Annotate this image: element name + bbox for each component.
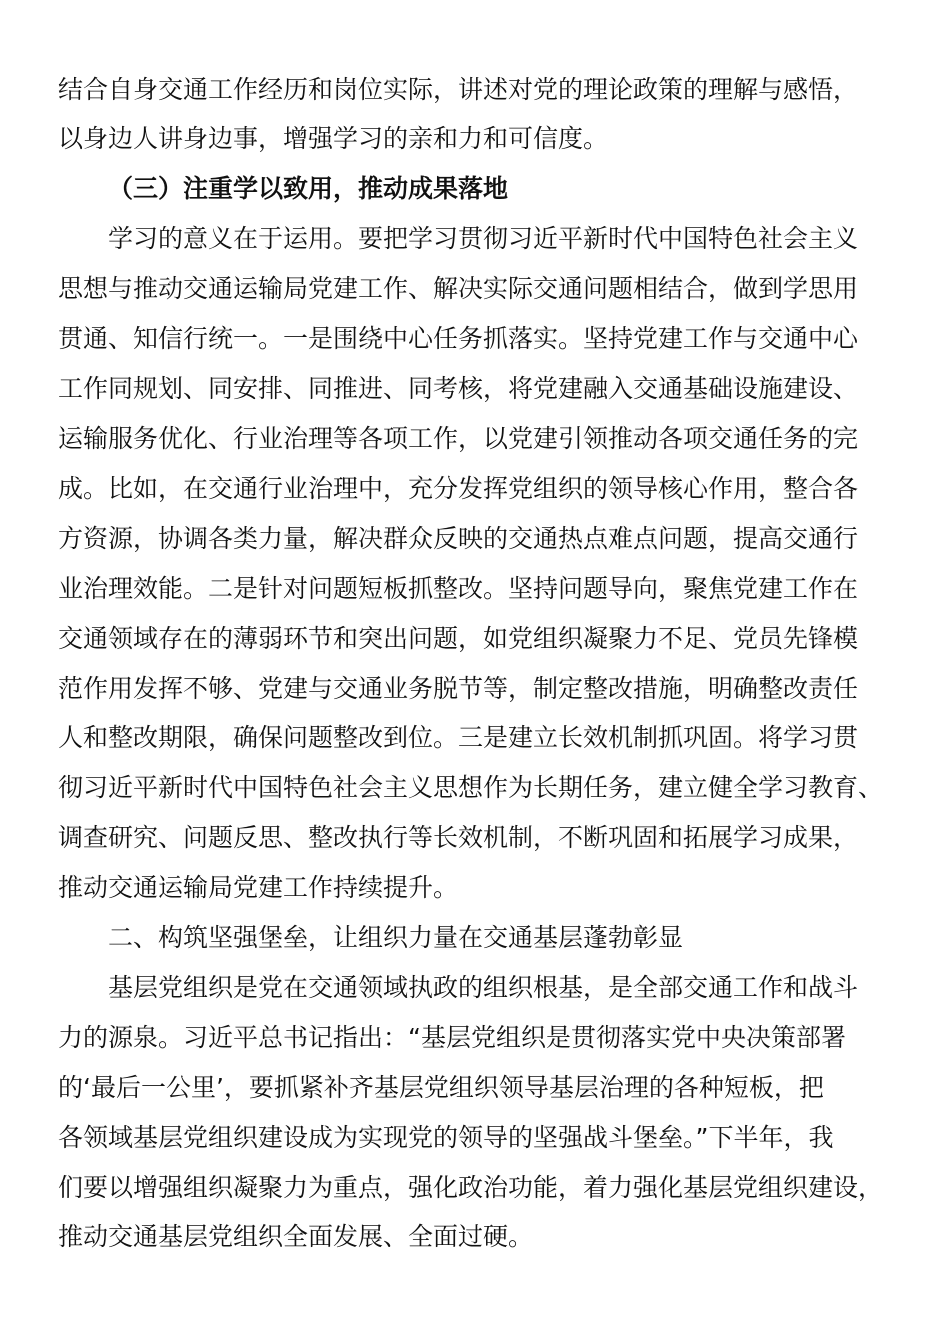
text-line: 各领域基层党组织建设成为实现党的领导的坚强战斗堡垒。”下半年，我 — [58, 1123, 834, 1152]
text-line: 的‘最后一公里’，要抓紧补齐基层党组织领导基层治理的各种短板，把 — [58, 1073, 824, 1102]
text-line: 思想与推动交通运输局党建工作、解决实际交通问题相结合，做到学思用 — [58, 274, 859, 303]
text-line: 业治理效能。二是针对问题短板抓整改。坚持问题导向，聚焦党建工作在 — [58, 574, 859, 603]
text-line: 推动交通运输局党建工作持续提升。 — [58, 873, 459, 902]
text-line: 人和整改期限，确保问题整改到位。三是建立长效机制抓巩固。将学习贯 — [58, 723, 859, 752]
text-line: 方资源，协调各类力量，解决群众反映的交通热点难点问题，提高交通行 — [58, 524, 859, 553]
text-line: 调查研究、问题反思、整改执行等长效机制，不断巩固和拓展学习成果， — [58, 823, 859, 852]
text-line: 结合自身交通工作经历和岗位实际，讲述对党的理论政策的理解与感悟， — [58, 75, 859, 104]
text-line: 成。比如，在交通行业治理中，充分发挥党组织的领导核心作用，整合各 — [58, 474, 859, 503]
text-line: 工作同规划、同安排、同推进、同考核，将党建融入交通基础设施建设、 — [58, 374, 859, 403]
text-line: 力的源泉。习近平总书记指出：“基层党组织是贯彻落实党中央决策部署 — [58, 1023, 846, 1052]
text-line: 们要以增强组织凝聚力为重点，强化政治功能，着力强化基层党组织建设， — [58, 1173, 884, 1202]
section-heading: 二、构筑坚强堡垒，让组织力量在交通基层蓬勃彰显 — [108, 923, 684, 952]
text-line: 基层党组织是党在交通领域执政的组织根基，是全部交通工作和战斗 — [108, 973, 859, 1002]
text-line: 贯通、知信行统一。一是围绕中心任务抓落实。坚持党建工作与交通中心 — [58, 324, 859, 353]
text-line: 学习的意义在于运用。要把学习贯彻习近平新时代中国特色社会主义 — [108, 224, 859, 253]
text-line: 范作用发挥不够、党建与交通业务脱节等，制定整改措施，明确整改责任 — [58, 674, 859, 703]
text-line: 以身边人讲身边事，增强学习的亲和力和可信度。 — [58, 124, 609, 153]
text-line: 交通领域存在的薄弱环节和突出问题，如党组织凝聚力不足、党员先锋模 — [58, 624, 859, 653]
section-heading: （三）注重学以致用，推动成果落地 — [108, 174, 509, 203]
text-line: 运输服务优化、行业治理等各项工作，以党建引领推动各项交通任务的完 — [58, 424, 859, 453]
text-line: 推动交通基层党组织全面发展、全面过硬。 — [58, 1222, 534, 1251]
text-line: 彻习近平新时代中国特色社会主义思想作为长期任务，建立健全学习教育、 — [58, 773, 884, 802]
